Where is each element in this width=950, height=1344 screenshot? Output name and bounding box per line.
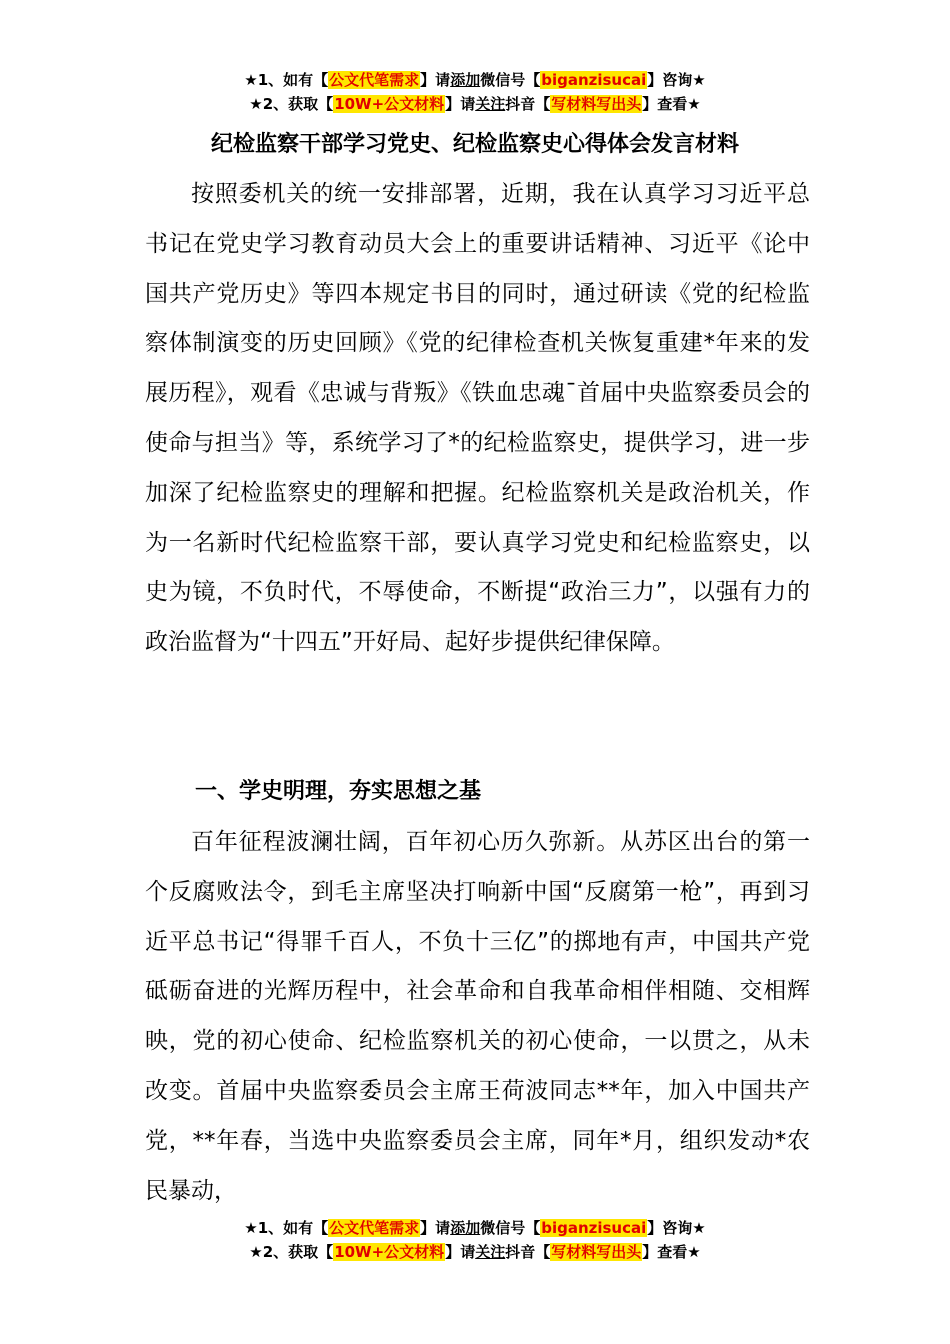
promo-tag-wechat-id: biganzisucai bbox=[541, 71, 647, 89]
promo-tag-douyin-account: 写材料写出头 bbox=[551, 95, 642, 113]
promo-tag-materials: 10W+公文材料 bbox=[334, 1243, 445, 1261]
promo-line-2: ★2、获取【10W+公文材料】请关注抖音【写材料写出头】查看★ bbox=[249, 1243, 701, 1261]
paragraph-section-1: 百年征程波澜壮阔，百年初心历久弥新。从苏区出台的第一个反腐败法令，到毛主席坚决打响新中国“反腐第一枪”，再到习近平总书记“得罪千百人，不负十三亿”的掷地有声，中国共产党砥砺奋进的光辉历程中，社会革命和自我革命相伴相随、交相辉映，党的初心使命、纪检监察机关的初心使命，一以贯之，从未改变。首届中央监察委员会主席王荷波同志**年，加入中国共产党，**年春，当选中央监察委员会主席，同年*月，组织发动*农民暴动， bbox=[145, 829, 810, 1204]
header-promo-banner bbox=[0, 68, 950, 116]
document-body-intro bbox=[145, 170, 810, 668]
section-heading-1: 一、学史明理，夯实思想之基 bbox=[195, 779, 482, 804]
promo-tag-materials: 10W+公文材料 bbox=[334, 95, 445, 113]
document-body-section-1 bbox=[145, 818, 810, 1216]
promo-tag-writing-service: 公文代笔需求 bbox=[329, 1219, 420, 1237]
promo-tag-douyin-account: 写材料写出头 bbox=[551, 1243, 642, 1261]
document-title: 纪检监察干部学习党史、纪检监察史心得体会发言材料 bbox=[210, 132, 739, 157]
promo-line-2: ★2、获取【10W+公文材料】请关注抖音【写材料写出头】查看★ bbox=[249, 95, 701, 113]
promo-tag-wechat-id: biganzisucai bbox=[541, 1219, 647, 1237]
footer-promo-banner bbox=[0, 1216, 950, 1264]
promo-line-1: ★1、如有【公文代笔需求】请添加微信号【biganzisucai】咨询★ bbox=[244, 71, 706, 89]
promo-line-1: ★1、如有【公文代笔需求】请添加微信号【biganzisucai】咨询★ bbox=[244, 1219, 706, 1237]
promo-tag-writing-service: 公文代笔需求 bbox=[329, 71, 420, 89]
paragraph-intro: 按照委机关的统一安排部署，近期，我在认真学习习近平总书记在党史学习教育动员大会上的重要讲话精神、习近平《论中国共产党历史》等四本规定书目的同时，通过研读《党的纪检监察体制演变的历史回顾》《党的纪律检查机关恢复重建*年来的发展历程》，观看《忠诚与背叛》《铁血忠魂¯首届中央监察委员会的使命与担当》等，系统学习了*的纪检监察史，提供学习，进一步加深了纪检监察史的理解和把握。纪检监察机关是政治机关，作为一名新时代纪检监察干部，要认真学习党史和纪检监察史，以史为镜，不负时代，不辱使命，不断提“政治三力”，以强有力的政治监督为“十四五”开好局、起好步提供纪律保障。 bbox=[145, 181, 810, 656]
